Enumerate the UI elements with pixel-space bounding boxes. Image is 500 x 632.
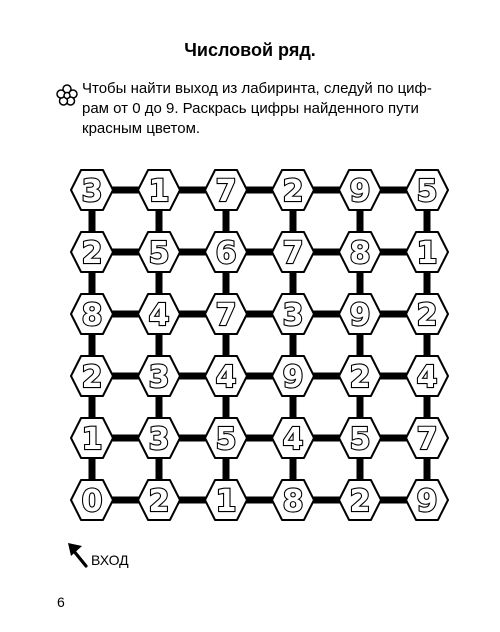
maze-cell (71, 356, 113, 396)
maze-cell-digit: 9 (349, 174, 371, 209)
maze-cell-digit: 4 (282, 422, 304, 457)
maze-cell-digit: 7 (416, 422, 438, 457)
page-number: 6 (57, 594, 65, 610)
maze-cell (71, 232, 113, 272)
instruction-line: Чтобы найти выход из лабиринта, следуй по циф- (82, 80, 432, 97)
maze-cell-digit: 2 (282, 174, 304, 209)
maze-cell (138, 356, 180, 396)
maze-cell (339, 356, 381, 396)
maze-cell-digit: 2 (349, 484, 371, 519)
maze-cell-digit: 1 (215, 484, 237, 519)
maze-cell-digit: 9 (349, 298, 371, 333)
maze-cell (205, 294, 247, 334)
maze-cell-digit: 5 (148, 236, 170, 271)
page-title: Числовой ряд. (184, 40, 316, 60)
maze-cell-digit: 1 (416, 236, 438, 271)
maze-cell (138, 294, 180, 334)
maze-cell-digit: 1 (81, 422, 103, 457)
maze-cell (339, 232, 381, 272)
maze-cell-digit: 4 (148, 298, 170, 333)
maze-cell-digit: 9 (282, 360, 304, 395)
maze-cell (205, 170, 247, 210)
maze-cell (406, 480, 448, 520)
maze-cell (71, 418, 113, 458)
maze-cell-digit: 1 (148, 174, 170, 209)
maze-cell-digit: 5 (416, 174, 438, 209)
maze-cell-digit: 3 (148, 360, 170, 395)
maze-cell-digit: 9 (416, 484, 438, 519)
maze-cell (406, 232, 448, 272)
maze-cell (272, 356, 314, 396)
maze-cell (205, 232, 247, 272)
instruction-line: красным цветом. (82, 120, 201, 137)
maze-connectors (92, 190, 427, 500)
maze-cell-digit: 4 (215, 360, 237, 395)
maze-cell (339, 170, 381, 210)
maze-cell-digit: 2 (349, 360, 371, 395)
maze-cell-digit: 7 (282, 236, 304, 271)
maze-cell-digit: 3 (81, 174, 103, 209)
maze-cell (406, 170, 448, 210)
maze-cell (205, 480, 247, 520)
maze-cell-digit: 8 (81, 298, 103, 333)
instruction-line: рам от 0 до 9. Раскрась цифры найденного пути (82, 100, 419, 117)
maze-cell (272, 232, 314, 272)
maze-cell-digit: 2 (148, 484, 170, 519)
maze-cell-digit: 0 (81, 484, 103, 519)
maze-cell (406, 294, 448, 334)
maze-cell (138, 232, 180, 272)
maze-cell (406, 356, 448, 396)
maze-cells (71, 170, 448, 520)
maze-cell-digit: 2 (81, 360, 103, 395)
entry-arrow-icon (68, 543, 86, 566)
entry-label: ВХОД (91, 552, 129, 568)
maze-cell-digit: 7 (215, 298, 237, 333)
maze-cell (272, 418, 314, 458)
maze-cell (339, 294, 381, 334)
maze-cell (339, 418, 381, 458)
maze-cell (205, 418, 247, 458)
maze-cell (71, 170, 113, 210)
maze-cell-digit: 5 (215, 422, 237, 457)
maze-cell (138, 170, 180, 210)
maze-cell-digit: 8 (282, 484, 304, 519)
maze-cell (272, 480, 314, 520)
maze-cell-digit: 4 (416, 360, 438, 395)
maze-cell (272, 294, 314, 334)
maze-cell (272, 170, 314, 210)
maze-cell-digit: 3 (282, 298, 304, 333)
maze-cell-digit: 8 (349, 236, 371, 271)
maze-cell (205, 356, 247, 396)
maze-cell (406, 418, 448, 458)
maze-cell (339, 480, 381, 520)
maze-cell-digit: 3 (148, 422, 170, 457)
maze-cell (138, 480, 180, 520)
maze-cell-digit: 7 (215, 174, 237, 209)
maze-cell-digit: 2 (416, 298, 438, 333)
maze-cell-digit: 5 (349, 422, 371, 457)
maze-cell (71, 294, 113, 334)
maze-cell-digit: 6 (215, 236, 237, 271)
maze-cell (71, 480, 113, 520)
maze-cell-digit: 2 (81, 236, 103, 271)
maze-cell (138, 418, 180, 458)
